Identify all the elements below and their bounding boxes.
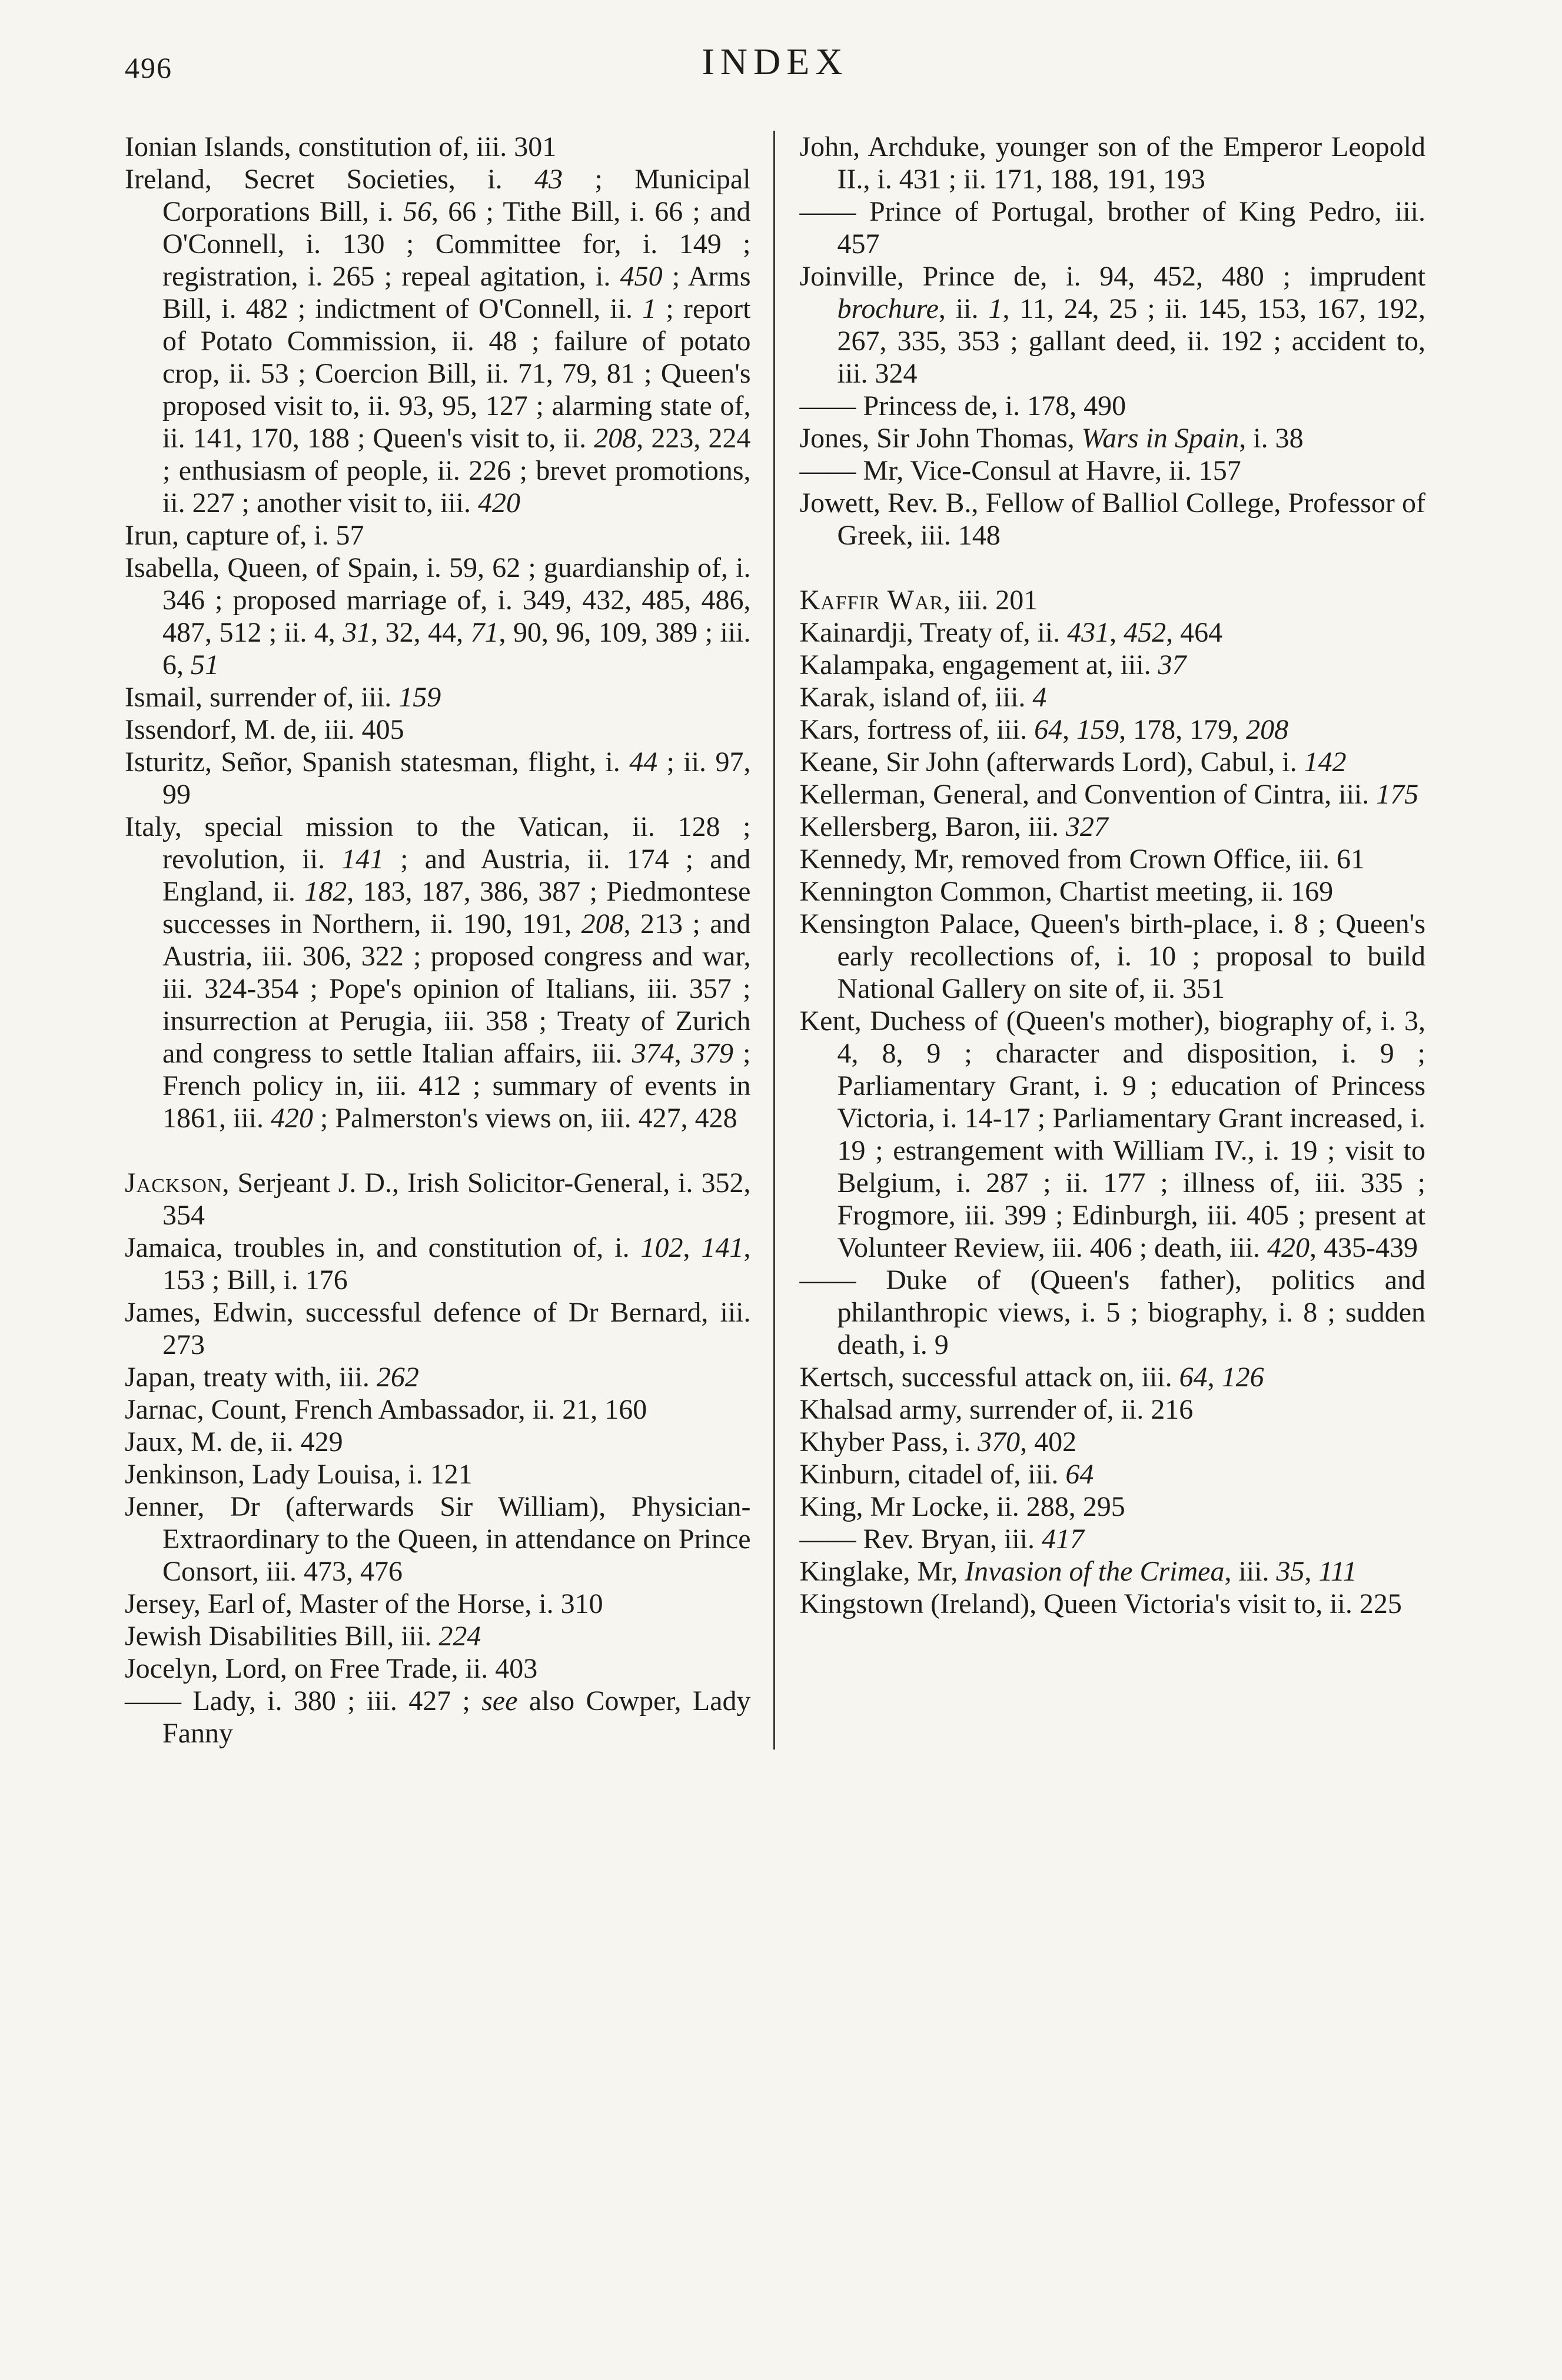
page-number: 496 (125, 51, 172, 84)
index-entry: Jocelyn, Lord, on Free Trade, ii. 403 (125, 1653, 538, 1684)
index-column-left (125, 131, 773, 1750)
index-entry: Jenkinson, Lady Louisa, i. 121 (125, 1459, 473, 1490)
index-entry: Khyber Pass, i. 370, 402 (799, 1426, 1077, 1458)
index-entry: Kent, Duchess of (Queen's mother), biography of, i. 3, 4, 8, 9 ; character and disposition, i. 9 ; Parliamentary Grant, i. 9 ; education of Princess Victoria, i. 14-17 ; Parliamentary Grant increased, i. 19 ; estrangement with William IV., i. 19 ; visit to Belgium, i. 287 ; ii. 177 ; illness of, iii. 335 ; Frogmore, iii. 399 ; Edinburgh, iii. 405 ; present at Volunteer Review, iii. 406 ; death, iii. 420, 435-439 (799, 1005, 1425, 1263)
index-entry: Ionian Islands, constitution of, iii. 301 (125, 131, 557, 162)
index-entry: Kinburn, citadel of, iii. 64 (799, 1459, 1094, 1490)
index-entry: Kalampaka, engagement at, iii. 37 (799, 649, 1187, 681)
index-column-right (775, 131, 1426, 1750)
index-entry: —— Prince of Portugal, brother of King Pedro, iii. 457 (799, 196, 1425, 260)
index-entry: Jarnac, Count, French Ambassador, ii. 21, 160 (125, 1394, 647, 1425)
index-entry: Kertsch, successful attack on, iii. 64, 126 (799, 1362, 1264, 1393)
index-entry: —— Duke of (Queen's father), politics and philanthropic views, i. 5 ; biography, i. 8 ; sudden death, i. 9 (799, 1264, 1425, 1360)
index-entry: —— Princess de, i. 178, 490 (799, 390, 1126, 421)
page-header (125, 40, 1425, 109)
index-entry: Isabella, Queen, of Spain, i. 59, 62 ; guardianship of, i. 346 ; proposed marriage of, i. 349, 432, 485, 486, 487, 512 ; ii. 4, 31, 32, 44, 71, 90, 96, 109, 389 ; iii. 6, 51 (125, 552, 751, 681)
index-entry: —— Rev. Bryan, iii. 417 (799, 1523, 1085, 1555)
index-entry: Khalsad army, surrender of, ii. 216 (799, 1394, 1194, 1425)
index-entry: Japan, treaty with, iii. 262 (125, 1362, 419, 1393)
index-entry: James, Edwin, successful defence of Dr Bernard, iii. 273 (125, 1297, 751, 1360)
index-entry: Jenner, Dr (afterwards Sir William), Physician-Extraordinary to the Queen, in attendance on Prince Consort, iii. 473, 476 (125, 1491, 751, 1587)
index-entry: Jewish Disabilities Bill, iii. 224 (125, 1621, 481, 1652)
index-entry: Jowett, Rev. B., Fellow of Balliol College, Professor of Greek, iii. 148 (799, 487, 1425, 551)
index-entry: —— Mr, Vice-Consul at Havre, ii. 157 (799, 455, 1241, 486)
page-title: INDEX (702, 41, 849, 82)
index-entry: Kaffir War, iii. 201 (799, 585, 1038, 616)
index-entry: King, Mr Locke, ii. 288, 295 (799, 1491, 1125, 1522)
index-entry: Kainardji, Treaty of, ii. 431, 452, 464 (799, 617, 1223, 648)
index-entry: Kellerman, General, and Convention of Cintra, iii. 175 (799, 779, 1419, 810)
index-entry: Karak, island of, iii. 4 (799, 682, 1047, 713)
index-entry: Joinville, Prince de, i. 94, 452, 480 ; imprudent brochure, ii. 1, 11, 24, 25 ; ii. 145, 153, 167, 192, 267, 335, 353 ; gallant deed, ii. 192 ; accident to, iii. 324 (799, 261, 1425, 389)
index-entry: Jamaica, troubles in, and constitution of, i. 102, 141, 153 ; Bill, i. 176 (125, 1232, 751, 1296)
index-entry: Jackson, Serjeant J. D., Irish Solicitor-General, i. 352, 354 (125, 1167, 751, 1231)
index-entry: —— Lady, i. 380 ; iii. 427 ; see also Cowper, Lady Fanny (125, 1685, 751, 1749)
index-entry: Kennedy, Mr, removed from Crown Office, iii. 61 (799, 844, 1365, 875)
index-entry: Jones, Sir John Thomas, Wars in Spain, i. 38 (799, 423, 1304, 454)
index-entry: Kinglake, Mr, Invasion of the Crimea, iii. 35, 111 (799, 1556, 1357, 1587)
index-entry: Kellersberg, Baron, iii. 327 (799, 811, 1108, 842)
index-entry: Jaux, M. de, ii. 429 (125, 1426, 343, 1458)
index-entry: Keane, Sir John (afterwards Lord), Cabul, i. 142 (799, 746, 1347, 778)
index-entry: Issendorf, M. de, iii. 405 (125, 714, 404, 745)
index-columns (125, 131, 1425, 1750)
index-entry: Jersey, Earl of, Master of the Horse, i. 310 (125, 1588, 603, 1619)
index-entry: Italy, special mission to the Vatican, ii. 128 ; revolution, ii. 141 ; and Austria, ii. 174 ; and England, ii. 182, 183, 187, 386, 387 ; Piedmontese successes in Northern, ii. 190, 191, 208, 213 ; and Austria, iii. 306, 322 ; proposed congress and war, iii. 324-354 ; Pope's opinion of Italians, iii. 357 ; insurrection at Perugia, iii. 358 ; Treaty of Zurich and congress to settle Italian affairs, iii. 374, 379 ; French policy in, iii. 412 ; summary of events in 1861, iii. 420 ; Palmerston's views on, iii. 427, 428 (125, 811, 751, 1134)
index-entry: Ismail, surrender of, iii. 159 (125, 682, 441, 713)
index-entry: Kingstown (Ireland), Queen Victoria's visit to, ii. 225 (799, 1588, 1402, 1619)
index-entry: Kensington Palace, Queen's birth-place, i. 8 ; Queen's early recollections of, i. 10 ; proposal to build National Gallery on site of, ii. 351 (799, 908, 1425, 1004)
index-entry: Isturitz, Señor, Spanish statesman, flight, i. 44 ; ii. 97, 99 (125, 746, 751, 810)
index-entry: John, Archduke, younger son of the Emperor Leopold II., i. 431 ; ii. 171, 188, 191, 193 (799, 131, 1425, 195)
index-entry: Kars, fortress of, iii. 64, 159, 178, 179, 208 (799, 714, 1289, 745)
index-entry: Irun, capture of, i. 57 (125, 520, 364, 551)
index-entry: Kennington Common, Chartist meeting, ii. 169 (799, 876, 1334, 907)
index-entry: Ireland, Secret Societies, i. 43 ; Municipal Corporations Bill, i. 56, 66 ; Tithe Bill, i. 66 ; and O'Connell, i. 130 ; Committee for, i. 149 ; registration, i. 265 ; repeal agitation, i. 450 ; Arms Bill, i. 482 ; indictment of O'Connell, ii. 1 ; report of Potato Commission, ii. 48 ; failure of potato crop, ii. 53 ; Coercion Bill, ii. 71, 79, 81 ; Queen's proposed visit to, ii. 93, 95, 127 ; alarming state of, ii. 141, 170, 188 ; Queen's visit to, ii. 208, 223, 224 ; enthusiasm of people, ii. 226 ; brevet promotions, ii. 227 ; another visit to, iii. 420 (125, 164, 751, 519)
